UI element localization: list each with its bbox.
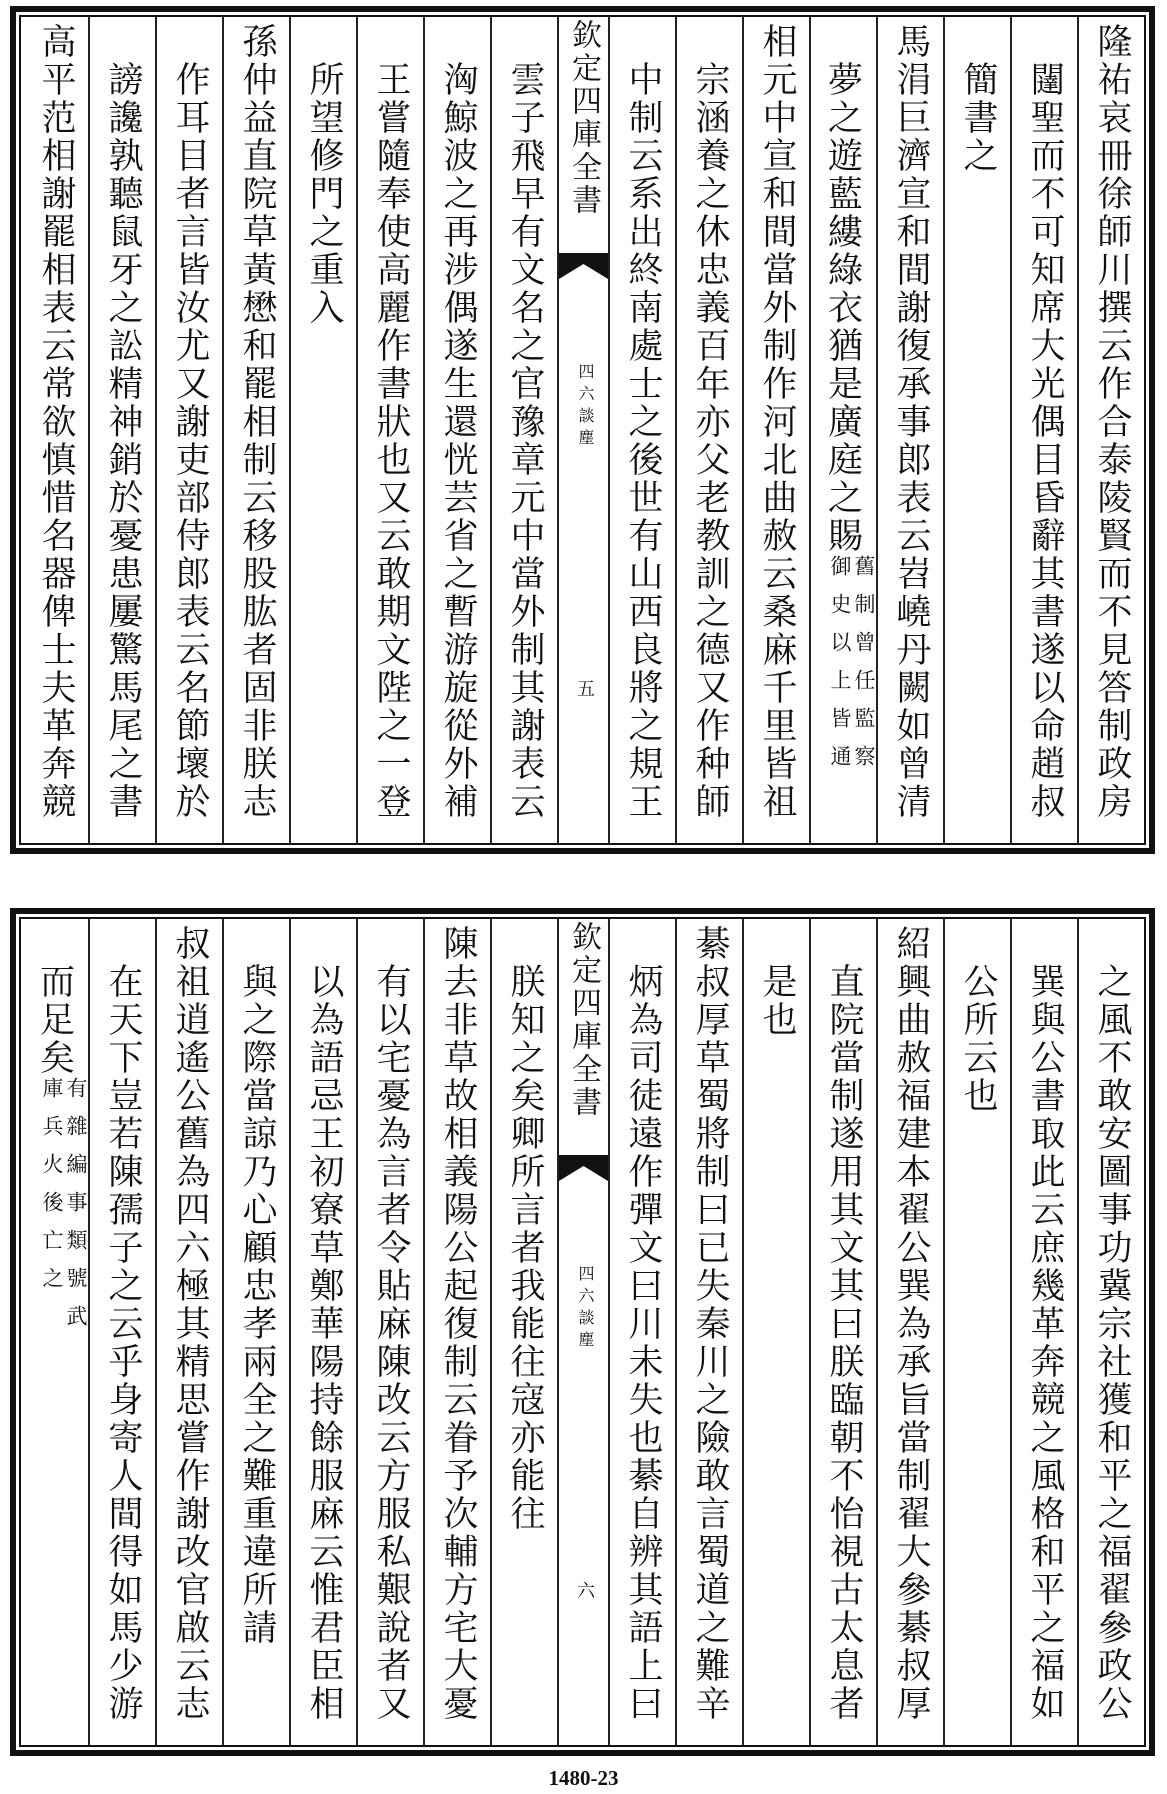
text-column xyxy=(608,17,675,843)
text-column xyxy=(943,919,1010,1745)
text-column xyxy=(1010,919,1077,1745)
text-column xyxy=(490,919,557,1745)
column-text: 隆祐哀冊徐師川撰云作合泰陵賢而不見答制政房 xyxy=(1092,23,1132,821)
text-column xyxy=(809,919,876,1745)
text-column xyxy=(675,17,742,843)
page-code: 1480-23 xyxy=(548,1766,619,1790)
column-text: 謗讒孰聽鼠牙之訟精神銷於憂患屢驚馬尾之書 xyxy=(103,61,143,821)
column-text: 王嘗隨奉使高麗作書狀也又云敢期文陛之一登 xyxy=(371,61,411,821)
text-column xyxy=(289,919,356,1745)
column-text: 相元中宣和間當外制作河北曲赦云桑麻千里皆祖 xyxy=(757,23,797,821)
text-column xyxy=(876,919,943,1745)
text-column xyxy=(876,17,943,843)
text-column xyxy=(675,919,742,1745)
column-text: 陳去非草故相義陽公起復制云眷予次輔方宅大憂 xyxy=(438,925,478,1723)
text-column xyxy=(21,17,88,843)
book-title: 欽定四庫全書 xyxy=(566,921,601,1119)
text-column xyxy=(742,17,809,843)
column-text: 簡書之 xyxy=(958,61,998,175)
column-text: 朕知之矣卿所言者我能往寇亦能往 xyxy=(505,963,545,1533)
column-text: 巽與公書取此云庶幾革奔競之風格和平之福如 xyxy=(1025,963,1065,1723)
note-line: 庫兵火後亡之 xyxy=(40,1077,64,1305)
fishtail-mark-icon xyxy=(559,253,608,279)
column-text: 馬涓巨濟宣和間謝復承事郎表云岧嶢丹闕如曾清 xyxy=(891,23,931,821)
text-column xyxy=(155,17,222,843)
column-text: 孫仲益直院草黃懋和罷相制云移股肱者固非朕志 xyxy=(237,23,277,821)
column-text: 所望修門之重入 xyxy=(304,61,344,327)
text-column xyxy=(490,17,557,843)
text-column xyxy=(356,919,423,1745)
text-column xyxy=(1077,17,1144,843)
column-text: 紹興曲赦福建本翟公巽為承旨當制翟大參綦叔厚 xyxy=(891,925,931,1723)
section-title: 四六談塵 xyxy=(576,1265,595,1353)
column-text: 洶鯨波之再涉偶遂生還恍芸省之暫游旋從外補 xyxy=(438,61,478,821)
column-text: 以為語忌王初寮草鄭華陽持餘服麻云惟君臣相 xyxy=(304,963,344,1723)
text-column xyxy=(423,17,490,843)
top-text-area xyxy=(19,15,1146,845)
page-number: 五 xyxy=(574,679,595,697)
column-text: 雲子飛早有文名之官豫章元中當外制其謝表云 xyxy=(505,61,545,821)
text-column xyxy=(88,919,155,1745)
column-text: 作耳目者言皆汝尤又謝吏部侍郎表云名節壞於 xyxy=(170,61,210,821)
note-line: 舊制曾任監察 xyxy=(852,555,876,783)
column-text: 公所云也 xyxy=(958,963,998,1115)
book-title: 欽定四庫全書 xyxy=(566,19,601,217)
interlinear-note xyxy=(828,555,876,783)
column-text: 宗涵養之休忠義百年亦父老教訓之德又作种師 xyxy=(690,61,730,821)
text-column xyxy=(809,17,876,843)
top-half-page xyxy=(10,6,1155,854)
text-column xyxy=(1077,919,1144,1745)
text-column xyxy=(222,17,289,843)
text-column xyxy=(222,919,289,1745)
column-text: 是也 xyxy=(757,963,797,1039)
text-column xyxy=(356,17,423,843)
column-text: 闥聖而不可知席大光偶目昏辭其書遂以命趙叔 xyxy=(1025,61,1065,821)
column-text: 而足矣 xyxy=(34,963,75,1077)
column-text: 有以宅憂為言者令貼麻陳改云方服私艱說者又 xyxy=(371,963,411,1723)
bottom-half-page xyxy=(10,908,1155,1756)
column-text: 在天下豈若陳孺子之云乎身寄人間得如馬少游 xyxy=(103,963,143,1723)
note-line: 御史以上皆通 xyxy=(828,555,852,783)
column-text: 之風不敢安圖事功冀宗社獲和平之福翟參政公 xyxy=(1092,963,1132,1723)
text-column xyxy=(88,17,155,843)
text-column xyxy=(608,919,675,1745)
column-text: 高平范相謝罷相表云常欲慎惜名器俾士夫革奔競 xyxy=(36,23,76,821)
text-column xyxy=(742,919,809,1745)
interlinear-note xyxy=(40,1077,88,1343)
column-text: 炳為司徒遠作彈文曰川未失也綦自辨其語上曰 xyxy=(623,963,663,1723)
center-strip xyxy=(557,919,608,1745)
fishtail-mark-icon xyxy=(559,1155,608,1181)
text-column xyxy=(21,919,88,1745)
text-column xyxy=(289,17,356,843)
text-column xyxy=(943,17,1010,843)
note-line: 有雜編事類號武 xyxy=(64,1077,88,1343)
page-number: 六 xyxy=(574,1581,595,1599)
section-title: 四六談塵 xyxy=(576,363,595,451)
column-text: 夢之遊藍縷綠衣猶是廣庭之賜 xyxy=(822,61,863,555)
text-column xyxy=(155,919,222,1745)
column-text: 綦叔厚草蜀將制曰已失秦川之險敢言蜀道之難辛 xyxy=(690,925,730,1723)
bottom-text-area xyxy=(19,917,1146,1747)
center-strip xyxy=(557,17,608,843)
text-column xyxy=(423,919,490,1745)
column-text: 直院當制遂用其文其曰朕臨朝不怡視古太息者 xyxy=(824,963,864,1723)
text-column xyxy=(1010,17,1077,843)
column-text: 與之際當諒乃心顧忠孝兩全之難重違所請 xyxy=(237,963,277,1647)
column-text: 中制云系出終南處士之後世有山西良將之規王 xyxy=(623,61,663,821)
column-text: 叔祖逍遙公舊為四六極其精思嘗作謝改官啟云志 xyxy=(170,925,210,1723)
